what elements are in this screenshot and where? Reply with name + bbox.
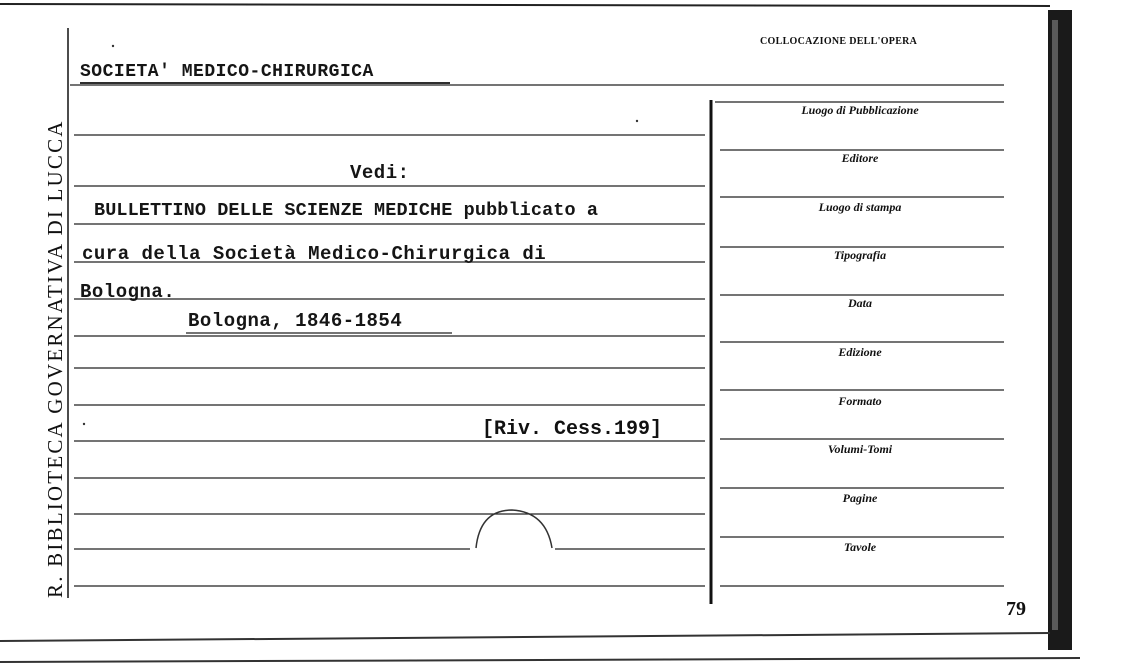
top-edge-line: [0, 4, 1050, 6]
right-border-highlight: [1052, 20, 1058, 630]
field-luogo-stampa: Luogo di stampa: [818, 200, 902, 214]
field-formato: Formato: [838, 394, 882, 408]
field-luogo-pubblicazione: Luogo di Pubblicazione: [801, 103, 919, 117]
field-tavole: Tavole: [843, 540, 877, 554]
field-volumi-tomi: Volumi-Tomi: [827, 442, 893, 456]
field-data: Data: [848, 296, 872, 310]
entry-line-2: cura della Società Medico-Chirurgica di: [82, 243, 547, 265]
field-tipografia: Tipografia: [833, 248, 887, 262]
shelfmark: [Riv. Cess.199]: [482, 418, 663, 441]
collocation-header: COLLOCAZIONE DELL'OPERA: [760, 36, 918, 47]
right-border: [1048, 10, 1072, 650]
entry-line-3: Bologna.: [80, 281, 176, 303]
card-heading: SOCIETA' MEDICO-CHIRURGICA: [80, 62, 374, 82]
right-ruled-lines: [715, 102, 1004, 586]
field-edizione: Edizione: [838, 345, 882, 359]
page-number: 79: [1006, 598, 1026, 620]
field-editore: Editore: [841, 151, 879, 165]
bottom-edge-line-2: [0, 658, 1080, 662]
punch-hole: [476, 510, 552, 548]
imprint: Bologna, 1846-1854: [188, 310, 403, 332]
field-pagine: Pagine: [842, 491, 878, 505]
library-stamp-label: R. BIBLIOTECA GOVERNATIVA DI LUCCA: [43, 119, 67, 598]
entry-line-1: BULLETTINO DELLE SCIENZE MEDICHE pubblicato a: [94, 200, 599, 221]
see-label: Vedi:: [350, 162, 410, 184]
bottom-edge-line: [0, 633, 1050, 641]
